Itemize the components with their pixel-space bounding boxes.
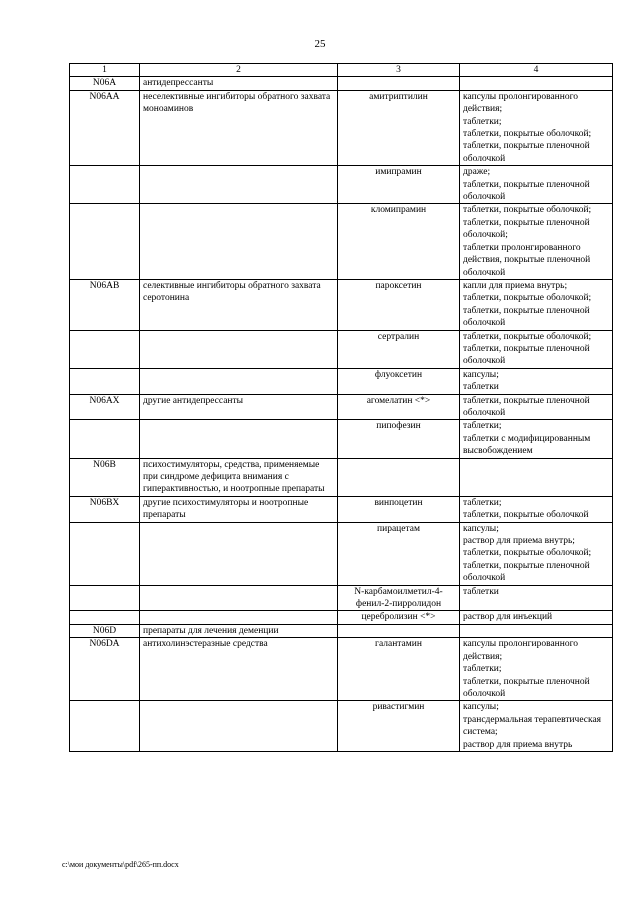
drug-name-cell: флуоксетин [338, 368, 460, 394]
drug-name-cell: галантамин [338, 638, 460, 701]
dosage-form-cell: таблетки, покрытые пленочной оболочкой [460, 394, 613, 420]
table-row [70, 585, 613, 611]
group-name-cell [140, 368, 338, 394]
group-name-cell [140, 420, 338, 458]
table-row [70, 701, 613, 752]
dosage-form-cell: таблетки; таблетки, покрытые оболочкой [460, 496, 613, 522]
drug-name-cell: кломипрамин [338, 204, 460, 279]
group-name-cell [140, 330, 338, 368]
column-number-3: 3 [338, 64, 460, 77]
table-row [70, 279, 613, 330]
drug-name-cell: пароксетин [338, 279, 460, 330]
atc-code-cell [70, 368, 140, 394]
atc-code-cell: N06A [70, 77, 140, 90]
dosage-form-cell [460, 624, 613, 637]
drug-name-cell: имипрамин [338, 166, 460, 204]
atc-code-cell [70, 611, 140, 624]
drug-name-cell: винпоцетин [338, 496, 460, 522]
dosage-form-cell: таблетки [460, 585, 613, 611]
table-row [70, 330, 613, 368]
atc-code-cell: N06DA [70, 638, 140, 701]
dosage-form-cell: капсулы пролонгированного действия; таблетки; таблетки, покрытые оболочкой; таблетки, покрытые пленочной оболочкой [460, 90, 613, 165]
drug-name-cell: сертралин [338, 330, 460, 368]
dosage-form-cell: таблетки, покрытые оболочкой; таблетки, покрытые пленочной оболочкой [460, 330, 613, 368]
atc-code-cell: N06AX [70, 394, 140, 420]
column-number-4: 4 [460, 64, 613, 77]
table-header-row [70, 64, 613, 77]
dosage-form-cell: капсулы; таблетки [460, 368, 613, 394]
group-name-cell: антихолинэстеразные средства [140, 638, 338, 701]
dosage-form-cell: таблетки; таблетки с модифицированным высвобождением [460, 420, 613, 458]
drug-name-cell: агомелатин <*> [338, 394, 460, 420]
atc-code-cell: N06AB [70, 279, 140, 330]
dosage-form-cell [460, 77, 613, 90]
table-row [70, 90, 613, 165]
drug-name-cell: пипофезин [338, 420, 460, 458]
dosage-form-cell: капли для приема внутрь; таблетки, покрытые оболочкой; таблетки, покрытые пленочной оболочкой [460, 279, 613, 330]
column-number-1: 1 [70, 64, 140, 77]
page-number: 25 [314, 38, 326, 50]
table-row [70, 420, 613, 458]
group-name-cell [140, 166, 338, 204]
group-name-cell: препараты для лечения деменции [140, 624, 338, 637]
drug-name-cell: церебролизин <*> [338, 611, 460, 624]
table-row [70, 611, 613, 624]
table-row [70, 204, 613, 279]
group-name-cell [140, 204, 338, 279]
table-row [70, 166, 613, 204]
atc-code-cell [70, 166, 140, 204]
atc-code-cell [70, 522, 140, 585]
dosage-form-cell: таблетки, покрытые оболочкой; таблетки, покрытые пленочной оболочкой; таблетки пролонгированного действия, покрытые пленочной оболочкой [460, 204, 613, 279]
table-row [70, 368, 613, 394]
drug-table [69, 63, 613, 752]
dosage-form-cell: капсулы пролонгированного действия; таблетки; таблетки, покрытые пленочной оболочкой [460, 638, 613, 701]
table-row [70, 638, 613, 701]
table-row [70, 77, 613, 90]
drug-name-cell [338, 77, 460, 90]
atc-code-cell: N06B [70, 458, 140, 496]
atc-code-cell [70, 204, 140, 279]
atc-code-cell [70, 701, 140, 752]
group-name-cell: психостимуляторы, средства, применяемые при синдроме дефицита внимания с гиперактивностью, и ноотропные препараты [140, 458, 338, 496]
atc-code-cell: N06D [70, 624, 140, 637]
dosage-form-cell: драже; таблетки, покрытые пленочной оболочкой [460, 166, 613, 204]
table-row [70, 496, 613, 522]
table-row [70, 522, 613, 585]
group-name-cell: селективные ингибиторы обратного захвата серотонина [140, 279, 338, 330]
group-name-cell [140, 611, 338, 624]
drug-name-cell: ривастигмин [338, 701, 460, 752]
group-name-cell: антидепрессанты [140, 77, 338, 90]
drug-name-cell [338, 624, 460, 637]
group-name-cell: неселективные ингибиторы обратного захвата моноаминов [140, 90, 338, 165]
drug-name-cell: пирацетам [338, 522, 460, 585]
drug-table-body [70, 64, 613, 752]
atc-code-cell [70, 420, 140, 458]
table-row [70, 394, 613, 420]
dosage-form-cell [460, 458, 613, 496]
group-name-cell [140, 522, 338, 585]
drug-name-cell: N-карбамоилметил-4-фенил-2-пирролидон [338, 585, 460, 611]
atc-code-cell [70, 330, 140, 368]
document-path-footer: c:\мои документы\pdf\265-пп.docx [62, 860, 179, 869]
drug-name-cell: амитриптилин [338, 90, 460, 165]
atc-code-cell [70, 585, 140, 611]
dosage-form-cell: капсулы; раствор для приема внутрь; таблетки, покрытые оболочкой; таблетки, покрытые пленочной оболочкой [460, 522, 613, 585]
atc-code-cell: N06BX [70, 496, 140, 522]
dosage-form-cell: капсулы; трансдермальная терапевтическая система; раствор для приема внутрь [460, 701, 613, 752]
column-number-2: 2 [140, 64, 338, 77]
table-row [70, 458, 613, 496]
dosage-form-cell: раствор для инъекций [460, 611, 613, 624]
group-name-cell [140, 701, 338, 752]
table-row [70, 624, 613, 637]
group-name-cell: другие антидепрессанты [140, 394, 338, 420]
drug-name-cell [338, 458, 460, 496]
group-name-cell: другие психостимуляторы и ноотропные препараты [140, 496, 338, 522]
atc-code-cell: N06AA [70, 90, 140, 165]
group-name-cell [140, 585, 338, 611]
